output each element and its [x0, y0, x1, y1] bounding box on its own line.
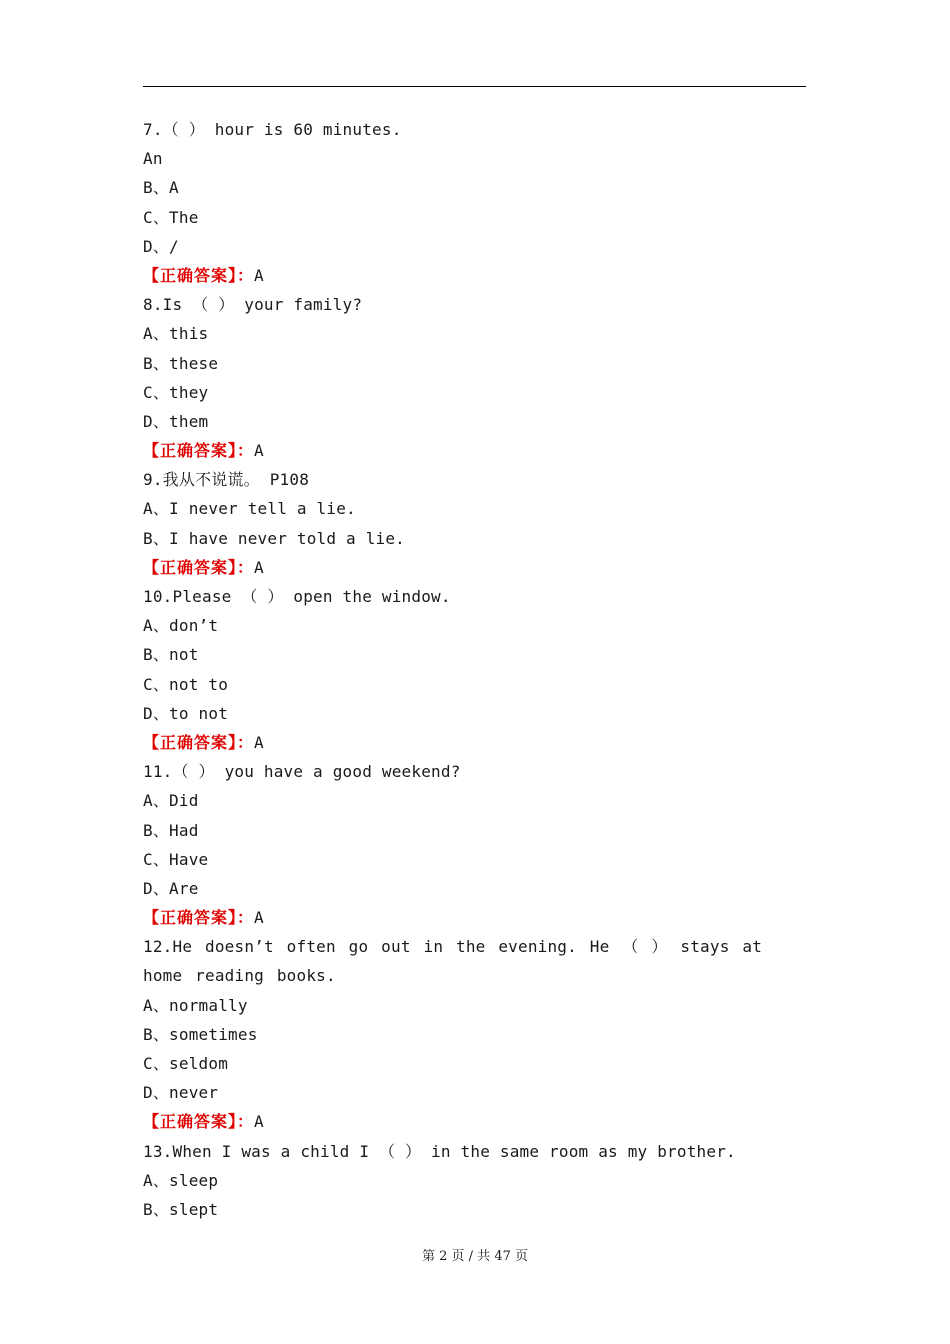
answer-value: A	[254, 441, 264, 461]
answer-line	[143, 903, 806, 932]
question-block	[143, 290, 806, 465]
question-block	[143, 465, 806, 582]
option: D、to not	[143, 703, 229, 723]
option: A、sleep	[143, 1170, 219, 1190]
question-block	[143, 932, 806, 1136]
answer-value: A	[254, 1112, 264, 1132]
option: B、sometimes	[143, 1024, 258, 1044]
option: A、don’t	[143, 616, 219, 636]
option: B、slept	[143, 1199, 219, 1219]
answer-line	[143, 261, 806, 290]
option: B、Had	[143, 820, 199, 840]
option: B、not	[143, 645, 199, 665]
answer-label: 【正确答案】：	[143, 1112, 255, 1132]
document-body	[143, 115, 806, 1224]
answer-label: 【正确答案】：	[143, 908, 255, 928]
option: C、not to	[143, 674, 229, 694]
option: C、Have	[143, 849, 209, 869]
question-stem: 10.Please （ ） open the window.	[143, 587, 451, 606]
question-block	[143, 115, 806, 290]
question-stem: 11.（ ） you have a good weekend?	[143, 762, 461, 782]
question-block	[143, 757, 806, 932]
option: A、this	[143, 324, 209, 344]
option: D、never	[143, 1083, 219, 1103]
header-rule	[143, 86, 806, 87]
question-stem: 12.He doesn’t often go out in the evening. He （ ） stays at home reading books.	[143, 937, 775, 986]
answer-value: A	[254, 732, 264, 752]
question-stem: 7.（ ） hour is 60 minutes.	[143, 120, 402, 139]
option: D、Are	[143, 878, 199, 898]
option: C、they	[143, 382, 209, 402]
option: B、A	[143, 178, 179, 198]
answer-label: 【正确答案】：	[143, 557, 255, 577]
question-stem: 9.我从不说谎。 P108	[143, 470, 310, 490]
answer-label: 【正确答案】：	[143, 441, 255, 461]
answer-label: 【正确答案】：	[143, 732, 255, 752]
option: B、I have never told a lie.	[143, 528, 406, 548]
option: A、normally	[143, 995, 248, 1015]
answer-line	[143, 728, 806, 757]
option: A、Did	[143, 791, 199, 811]
question-block	[143, 582, 806, 757]
option: An	[143, 149, 163, 169]
question-stem: 13.When I was a child I （ ） in the same room as my brother.	[143, 1141, 736, 1161]
question-stem: 8.Is （ ） your family?	[143, 295, 363, 315]
answer-line	[143, 436, 806, 465]
page-footer: 第 2 页 / 共 47 页	[422, 1249, 528, 1264]
answer-label: 【正确答案】：	[143, 265, 255, 285]
option: C、seldom	[143, 1054, 229, 1074]
option: B、these	[143, 353, 219, 373]
question-block	[143, 1137, 806, 1225]
option: A、I never tell a lie.	[143, 499, 356, 519]
option: D、/	[143, 236, 179, 256]
answer-line	[143, 1107, 806, 1136]
answer-value: A	[254, 908, 264, 928]
option: D、them	[143, 411, 209, 431]
answer-line	[143, 553, 806, 582]
option: C、The	[143, 207, 199, 227]
answer-value: A	[254, 557, 264, 577]
answer-value: A	[254, 265, 264, 285]
